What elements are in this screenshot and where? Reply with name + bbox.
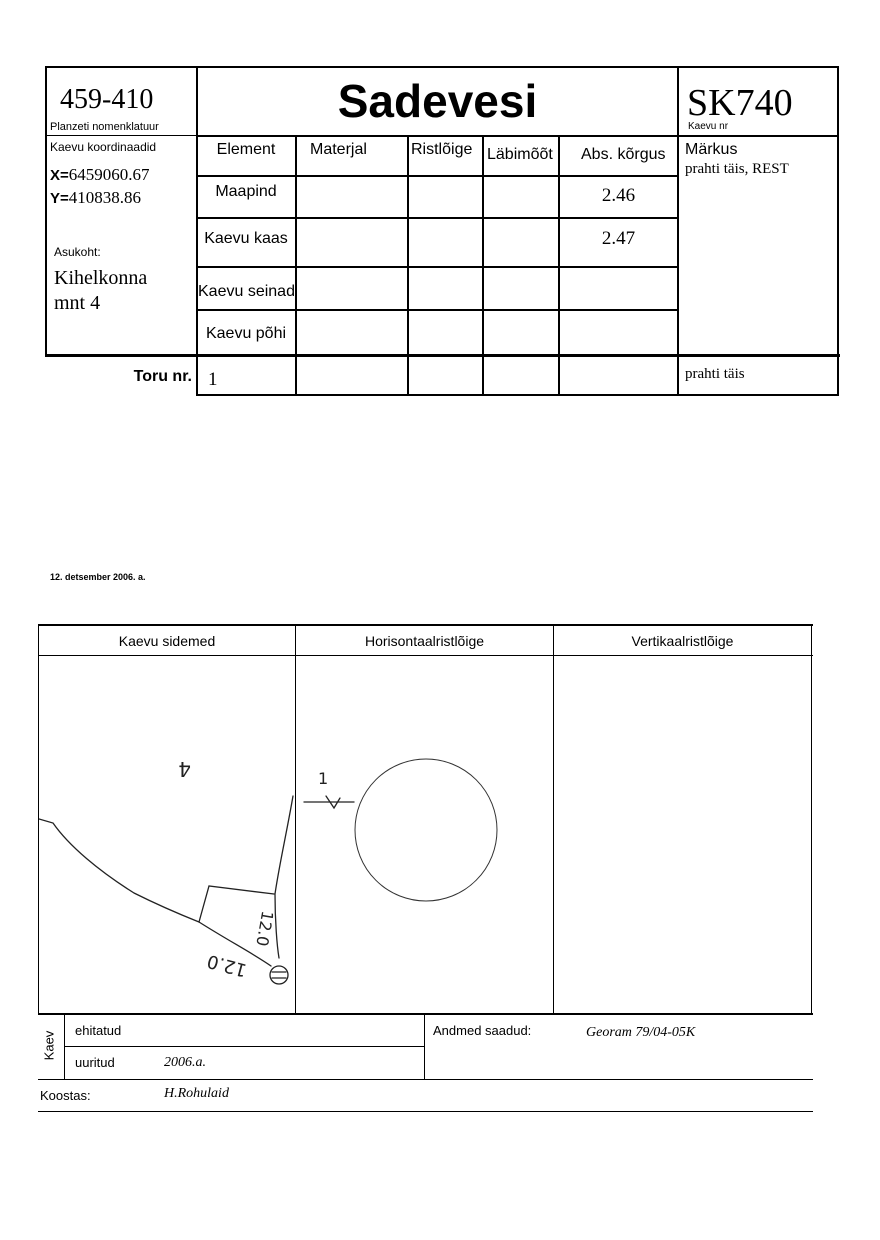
well-number-value: SK740 — [687, 82, 793, 124]
y-label: Y= — [50, 190, 69, 207]
well-number-label: Kaevu nr — [688, 121, 729, 132]
col-material: Materjal — [310, 141, 367, 158]
well-symbol — [270, 966, 288, 984]
row-abs-1: 2.46 — [601, 185, 636, 206]
y-coordinate — [50, 188, 141, 208]
row-element-3: Kaevu seinad — [198, 283, 295, 300]
x-coordinate — [50, 165, 150, 185]
author-value: H.Rohulaid — [164, 1086, 229, 1101]
y-value: 410838.86 — [68, 188, 142, 207]
col-cross-section: Ristlõige — [411, 141, 473, 158]
hand-label-4: 4 — [178, 757, 191, 781]
nomenclature-value: 459-410 — [60, 84, 154, 115]
hand-label-12b: 12.0 — [204, 949, 250, 981]
well-circle — [355, 759, 497, 901]
surveyed-value: 2006.a. — [164, 1055, 206, 1070]
remarks-label: Märkus — [685, 141, 738, 158]
sketch-line-main — [39, 819, 274, 922]
data-source-value: Georam 79/04-05K — [586, 1025, 696, 1040]
location-line1: Kihelkonna — [54, 267, 148, 289]
panel-title-connections: Kaevu sidemed — [118, 633, 216, 649]
x-label: X= — [50, 167, 69, 184]
pipe-label: Toru nr. — [133, 368, 192, 385]
side-label: Kaev — [41, 1030, 57, 1061]
surveyed-label: uuritud — [75, 1055, 115, 1070]
connections-sketch — [39, 656, 295, 1012]
hand-label-12a: 12.0 — [252, 909, 278, 948]
location-label: Asukoht: — [54, 245, 101, 259]
nomenclature-label: Planzeti nomenklatuur — [50, 121, 159, 133]
sketch-line-right — [275, 796, 293, 958]
row-element-2: Kaevu kaas — [204, 230, 288, 247]
coordinates-label: Kaevu koordinaadid — [50, 140, 157, 154]
remarks-value: prahti täis, REST — [685, 161, 789, 177]
col-abs-height: Abs. kõrgus — [581, 146, 666, 163]
page-title: Sadevesi — [337, 75, 538, 127]
horizontal-section-sketch — [296, 656, 553, 1012]
pipe-remark: prahti täis — [685, 366, 745, 382]
row-element-1: Maapind — [215, 183, 277, 200]
col-diameter: Läbimõõt — [487, 146, 553, 163]
date-text: 12. detsember 2006. a. — [50, 572, 146, 582]
panel-title-horizontal: Horisontaalristlõige — [364, 633, 485, 649]
row-abs-2: 2.47 — [601, 228, 636, 249]
data-source-label: Andmed saadud: — [433, 1023, 532, 1038]
x-value: 6459060.67 — [68, 165, 150, 184]
panel-title-vertical: Vertikaalristlõige — [631, 633, 734, 649]
location-line2: mnt 4 — [54, 292, 101, 314]
author-label: Koostas: — [40, 1088, 91, 1103]
col-element: Element — [216, 141, 276, 158]
row-element-4: Kaevu põhi — [205, 325, 287, 342]
built-label: ehitatud — [75, 1023, 122, 1038]
pipe-value: 1 — [208, 369, 218, 390]
hand-label-1: 1 — [318, 769, 329, 788]
